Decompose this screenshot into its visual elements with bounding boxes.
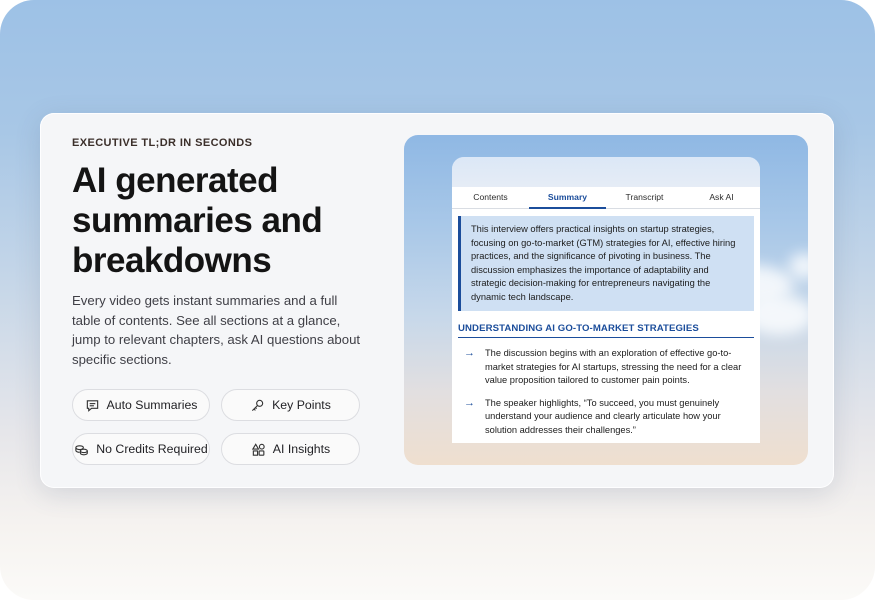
bullet-text: The speaker highlights, “To succeed, you must genuinely understand your audience and clearly articulate how your solution addresses their challenges.” <box>485 397 721 435</box>
headline-line: AI generated <box>72 161 278 200</box>
feature-headline <box>72 161 372 281</box>
pill-no-credits <box>72 433 210 465</box>
list-item <box>464 397 750 438</box>
arrow-right-icon: → <box>464 396 475 409</box>
tab-ask-ai[interactable]: Ask AI <box>709 192 734 202</box>
summary-text: This interview offers practical insights on startup strategies, focusing on go-to-market (GTM) strategies for AI, effective hiring practices, and the significance of pivoting in business. The discussion emphasizes the importance of adaptability and strategic decision-making for entrepreneurs navigating the dynamic tech landscape. <box>458 216 754 311</box>
section-title: UNDERSTANDING AI GO-TO-MARKET STRATEGIES <box>458 323 754 338</box>
eyebrow-label: EXECUTIVE TL;DR IN SECONDS <box>72 137 253 149</box>
tab-transcript[interactable]: Transcript <box>625 192 664 202</box>
tab-summary[interactable]: Summary <box>529 187 606 208</box>
pill-label: AI Insights <box>272 442 331 456</box>
shapes-icon <box>251 442 266 457</box>
key-icon <box>250 398 265 413</box>
feature-card <box>40 113 834 488</box>
headline-line: breakdowns <box>72 241 272 280</box>
cloud-decoration <box>789 253 808 279</box>
arrow-right-icon: → <box>464 347 475 359</box>
headline-line: summaries and <box>72 201 323 240</box>
pill-key-points <box>221 389 360 421</box>
tab-contents[interactable]: Contents <box>473 192 508 202</box>
summary-document <box>452 157 760 443</box>
pill-auto-summaries <box>72 389 210 421</box>
preview-tabs <box>452 187 760 209</box>
pill-label: Key Points <box>272 398 331 412</box>
message-icon <box>85 398 100 413</box>
feature-description: Every video gets instant summaries and a full table of contents. See all sections at a glance, jump to relevant chapters, ask AI questions about specific sections. <box>72 293 361 367</box>
list-item <box>464 347 750 388</box>
pill-label: No Credits Required <box>96 442 208 456</box>
summary-preview <box>404 135 808 465</box>
pill-ai-insights <box>221 433 360 465</box>
bullet-text: The discussion begins with an exploration of effective go-to-market strategies for AI startups, stressing the need for a clear value proposition tailored to customer pain points. <box>485 348 742 385</box>
document-header <box>452 157 760 187</box>
pill-label: Auto Summaries <box>106 398 198 412</box>
coins-icon <box>74 442 89 457</box>
